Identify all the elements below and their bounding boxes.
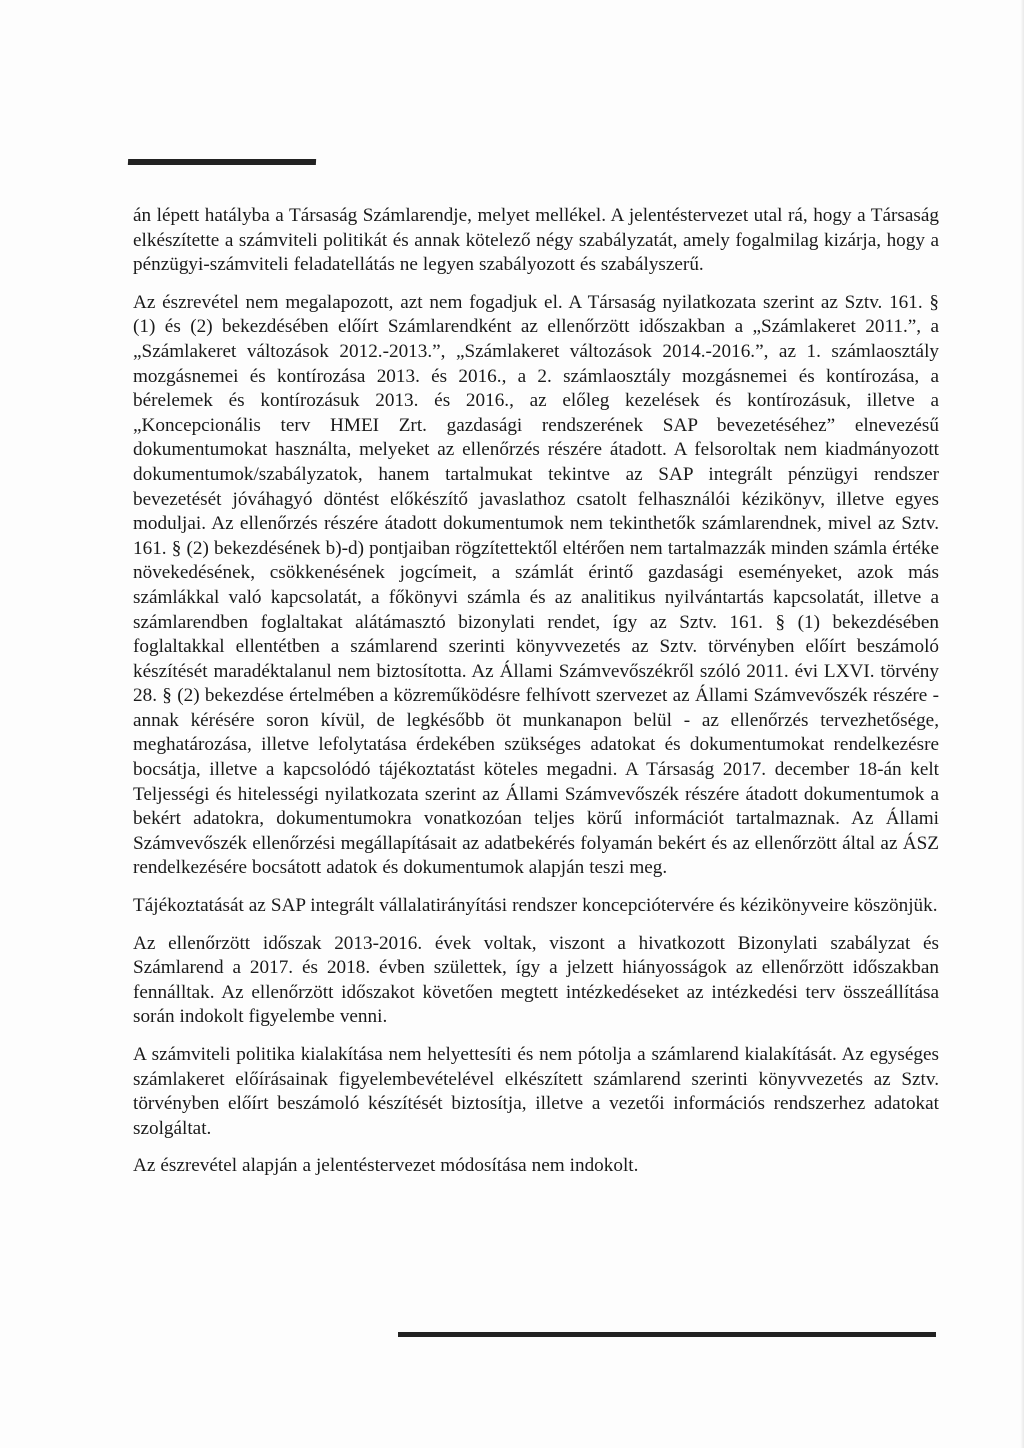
scan-edge-shadow bbox=[1020, 0, 1024, 1448]
header-rule bbox=[128, 159, 316, 165]
paragraph-1: án lépett hatályba a Társaság Számlarendje, melyet mellékel. A jelentéstervezet utal rá, hogy a Társaság elkészítette a számviteli politikát és annak kötelező négy szabályzatát, amely fogalmilag kizárja, hogy a pénzügyi-számviteli feladatellátás ne legyen szabályozott és szabályszerű. bbox=[133, 205, 939, 276]
paragraph-5: A számviteli politika kialakítása nem helyettesíti és nem pótolja a számlarend kialakítását. Az egységes számlakeret előírásainak figyelembevételével elkészített számlarend szerinti könyvvezetés az Sztv. törvényben előírt beszámoló készítését biztosítja, illetve a vezetői információs rendszerhez adatokat szolgáltat. bbox=[133, 1044, 939, 1139]
paragraph-2: Az észrevétel nem megalapozott, azt nem fogadjuk el. A Társaság nyilatkozata szerint az Sztv. 161. § (1) és (2) bekezdésében előírt Számlarendként az ellenőrzött időszakban a „Számlakeret 2011.”, a „Számlakeret változások 2012.-2013.”, „Számlakeret változások 2014.-2016.”, az 1. számlaosztály mozgásnemei és kontírozása 2013. és 2016., a 2. számlaosztály mozgásnemei és kontírozása, a bérelemek és kontírozásuk 2013. és 2016., az előleg kezelések és kontírozásuk, illetve a „Koncepcionális terv HMEI Zrt. gazdasági rendszerének SAP bevezetéséhez” elnevezésű dokumentumokat használta, melyeket az ellenőrzés részére átadott. A felsoroltak nem kiadmányozott dokumentumok/szabályzatok, hanem tartalmukat tekintve az SAP integrált pénzügyi rendszer bevezetését jóváhagyó döntést előkészítő javaslathoz csatolt felhasználói kézikönyv, illetve egyes moduljai. Az ellenőrzés részére átadott dokumentumok nem tekinthetők számlarendnek, mivel az Sztv. 161. § (2) bekezdésének b)-d) pontjaiban rögzítettektől eltérően nem tartalmazzák minden számla értéke növekedésének, csökkenésének jogcímeit, a számlát érintő gazdasági eseményeket, azok más számlákkal való kapcsolatát, a főkönyvi számla és az analitikus nyilvántartás kapcsolatát, illetve a számlarendben foglaltakat alátámasztó bizonylati rendet, így az Sztv. 161. § (1) bekezdésében foglaltakkal ellentétben a számlarend szerinti könyvvezetés az Sztv. törvényben előírt beszámoló készítését maradéktalanul nem biztosította. Az Állami Számvevőszékről szóló 2011. évi LXVI. törvény 28. § (2) bekezdése értelmében a közreműködésre felhívott szervezet az Állami Számvevőszék részére - annak kérésére soron kívül, de legkésőbb öt munkanapon belül - az ellenőrzés tervezhetősége, meghatározása, illetve lefolytatása érdekében szükséges adatokat és dokumentumokat rendelkezésre bocsátja, illetve a kapcsolódó tájékoztatást köteles megadni. A Társaság 2017. december 18-án kelt Teljességi és hitelességi nyilatkozata szerint az Állami Számvevőszék részére átadott dokumentumok a bekért adatokra, dokumentumokra vonatkozóan teljes körű információt tartalmaznak. Az Állami Számvevőszék ellenőrzési megállapításait az adatbekérés folyamán bekért és az ellenőrzött által az ÁSZ rendelkezésére bocsátott adatok és dokumentumok alapján teszi meg. bbox=[133, 291, 939, 879]
footer-rule bbox=[398, 1332, 936, 1337]
paragraph-6: Az észrevétel alapján a jelentéstervezet módosítása nem indokolt. bbox=[133, 1155, 639, 1177]
paragraph-3: Tájékoztatását az SAP integrált vállalatirányítási rendszer koncepciótervére és kézikönyveire köszönjük. bbox=[133, 895, 938, 917]
paragraph-4: Az ellenőrzött időszak 2013-2016. évek voltak, viszont a hivatkozott Bizonylati szabályzat és Számlarend a 2017. és 2018. évben születtek, így a jelzett hiányosságok az ellenőrzött időszakban fennálltak. Az ellenőrzött időszakot követően megtett intézkedéseket az intézkedési terv összeállítása során indokolt figyelembe venni. bbox=[133, 932, 939, 1028]
body-text bbox=[133, 204, 939, 1192]
